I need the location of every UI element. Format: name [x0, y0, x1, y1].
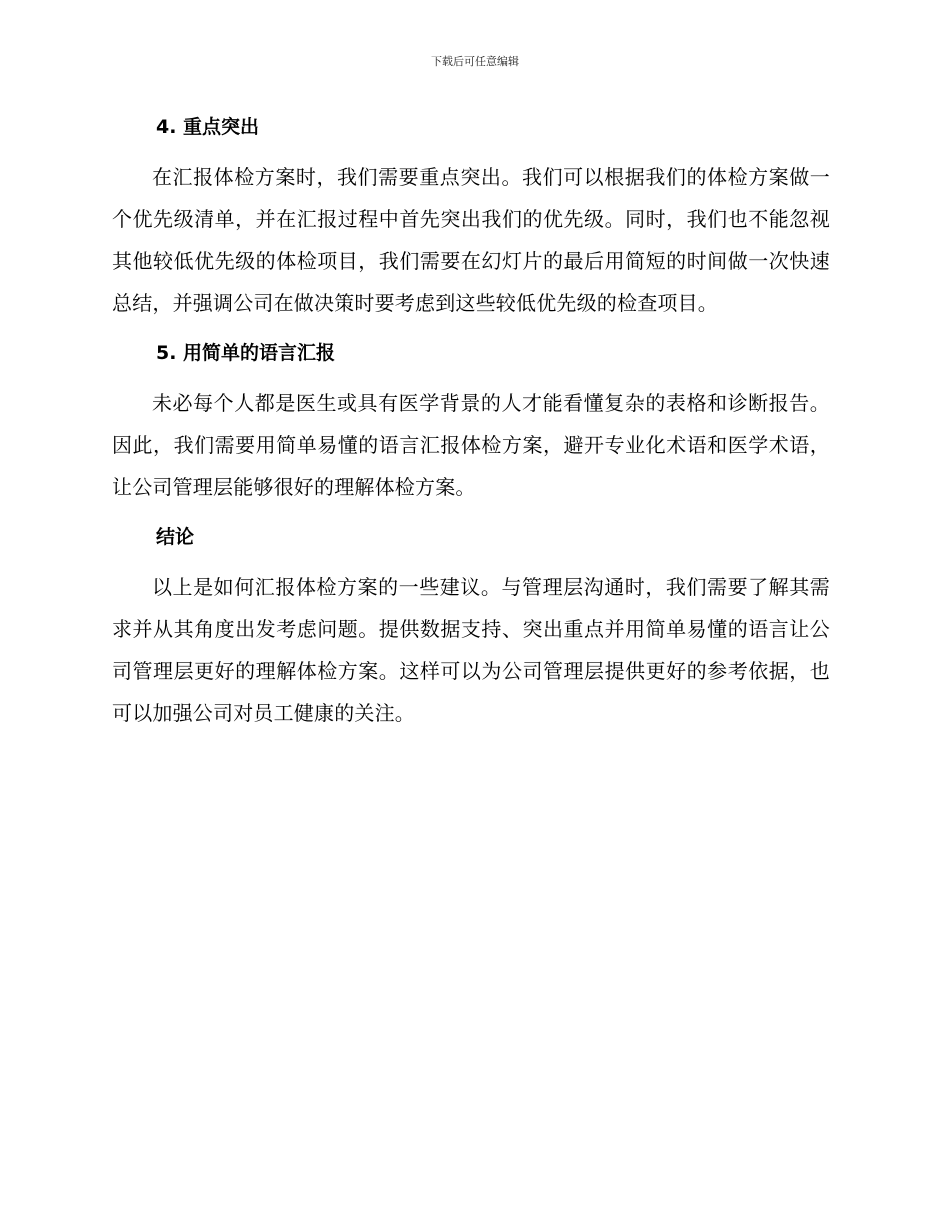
section-paragraph: 以上是如何汇报体检方案的一些建议。与管理层沟通时，我们需要了解其需求并从其角度出发考虑问题。提供数据支持、突出重点并用简单易懂的语言让公司管理层更好的理解体检方案。这样可以为公司管理层提供更好的参考依据，也可以加强公司对员工健康的关注。: [112, 575, 830, 725]
page-header: 下载后可任意编辑: [431, 55, 519, 68]
section-paragraph: 在汇报体检方案时，我们需要重点突出。我们可以根据我们的体检方案做一个优先级清单，并在汇报过程中首先突出我们的优先级。同时，我们也不能忽视其他较低优先级的体检项目，我们需要在幻灯片的最后用简短的时间做一次快速总结，并强调公司在做决策时要考虑到这些较低优先级的检查项目。: [112, 165, 830, 315]
section-simple-language: [112, 334, 830, 508]
section-heading: 结论: [156, 526, 195, 548]
document-body: [112, 108, 830, 744]
section-heading: 4. 重点突出: [156, 116, 260, 138]
section-conclusion: [112, 518, 830, 734]
section-key-points: [112, 108, 830, 324]
section-paragraph: 未必每个人都是医生或具有医学背景的人才能看懂复杂的表格和诊断报告。因此，我们需要用简单易懂的语言汇报体检方案，避开专业化术语和医学术语，让公司管理层能够很好的理解体检方案。: [112, 391, 830, 499]
section-heading: 5. 用简单的语言汇报: [156, 342, 336, 364]
